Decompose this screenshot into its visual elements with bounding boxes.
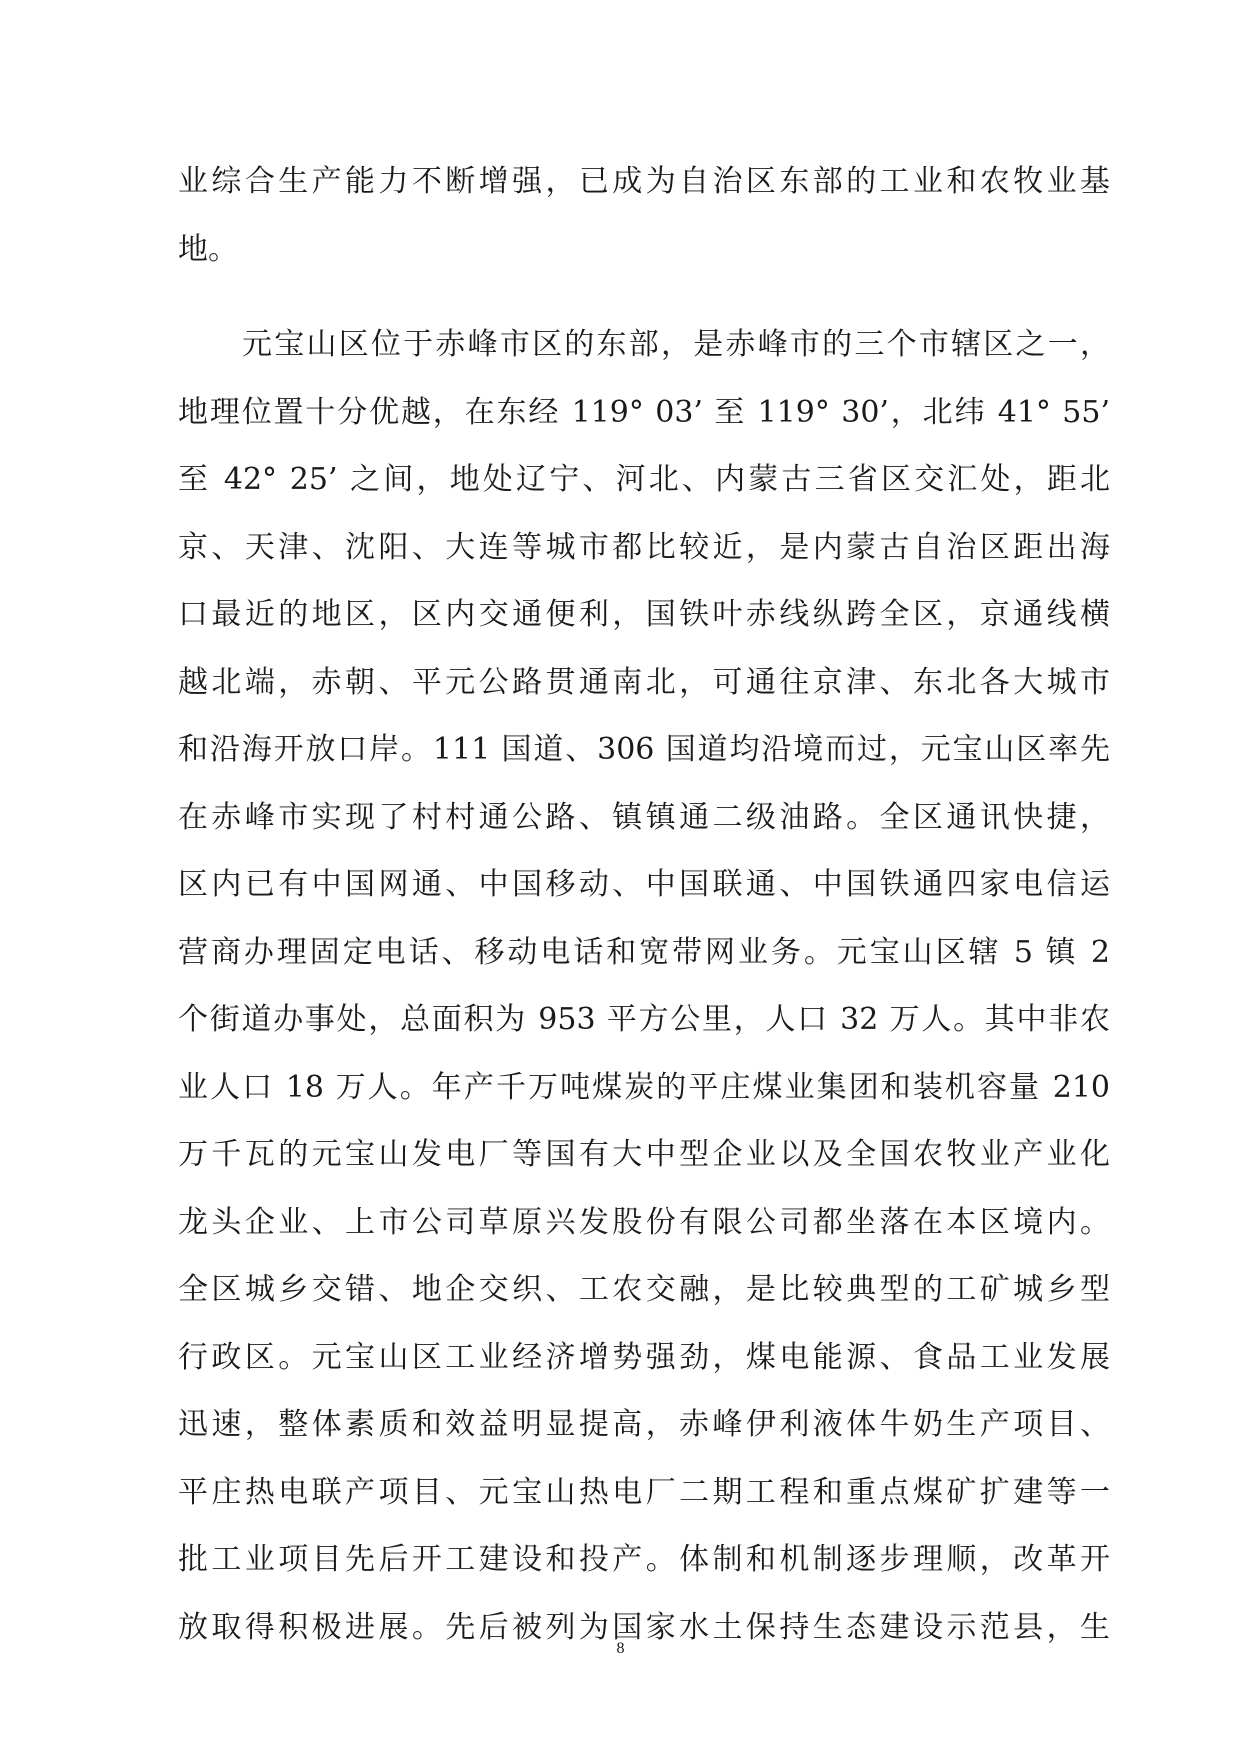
text-line: 地。 — [178, 231, 238, 267]
text-line: 元宝山区位于赤峰市区的东部，是赤峰市的三个市辖区之一， — [242, 327, 1110, 362]
text-line: 京、天津、沈阳、大连等城市都比较近，是内蒙古自治区距出海 — [178, 529, 1110, 565]
text-line: 和沿海开放口岸。111 国道、306 国道均沿境而过，元宝山区率先 — [178, 732, 1110, 767]
text-line: 万千瓦的元宝山发电厂等国有大中型企业以及全国农牧业产业化 — [178, 1137, 1110, 1172]
text-line: 地理位置十分优越，在东经 119° 03’ 至 119° 30’，北纬 41° 55’ — [178, 394, 1110, 430]
text-line: 越北端，赤朝、平元公路贯通南北，可通往京津、东北各大城市 — [178, 664, 1110, 700]
page-number: 8 — [616, 1640, 625, 1657]
paragraph-continuation — [178, 148, 1110, 283]
paragraph-yuanbaoshan — [178, 311, 1110, 1661]
text-line: 行政区。元宝山区工业经济增势强劲，煤电能源、食品工业发展 — [178, 1339, 1110, 1375]
text-line: 放取得积极进展。先后被列为国家水土保持生态建设示范县，生 — [178, 1609, 1110, 1645]
text-line: 业人口 18 万人。年产千万吨煤炭的平庄煤业集团和装机容量 210 — [178, 1069, 1110, 1105]
text-line: 营商办理固定电话、移动电话和宽带网业务。元宝山区辖 5 镇 2 — [178, 934, 1110, 970]
text-line: 迅速，整体素质和效益明显提高，赤峰伊利液体牛奶生产项目、 — [178, 1407, 1110, 1442]
text-line: 批工业项目先后开工建设和投产。体制和机制逐步理顺，改革开 — [178, 1542, 1110, 1577]
text-line: 平庄热电联产项目、元宝山热电厂二期工程和重点煤矿扩建等一 — [178, 1474, 1110, 1510]
text-line: 口最近的地区，区内交通便利，国铁叶赤线纵跨全区，京通线横 — [178, 597, 1110, 632]
text-line: 至 42° 25’ 之间，地处辽宁、河北、内蒙古三省区交汇处，距北 — [178, 462, 1110, 497]
text-line: 业综合生产能力不断增强，已成为自治区东部的工业和农牧业基 — [178, 164, 1110, 199]
text-line: 龙头企业、上市公司草原兴发股份有限公司都坐落在本区境内。 — [178, 1204, 1110, 1240]
text-line: 在赤峰市实现了村村通公路、镇镇通二级油路。全区通讯快捷， — [178, 799, 1110, 835]
text-line: 全区城乡交错、地企交织、工农交融，是比较典型的工矿城乡型 — [178, 1272, 1110, 1307]
text-line: 个街道办事处，总面积为 953 平方公里，人口 32 万人。其中非农 — [178, 1002, 1110, 1037]
text-line: 区内已有中国网通、中国移动、中国联通、中国铁通四家电信运 — [178, 867, 1110, 902]
